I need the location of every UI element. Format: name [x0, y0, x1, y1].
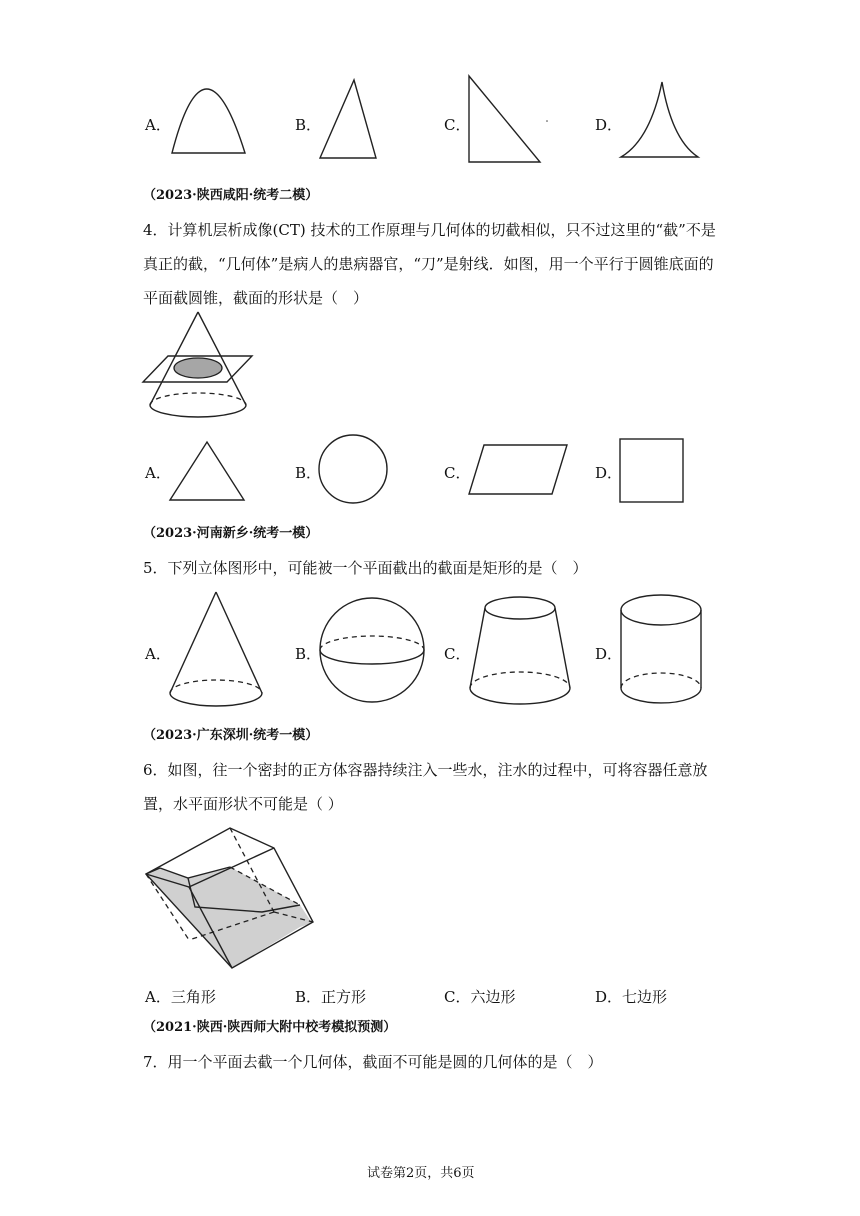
- q5-option-b-label: B．: [295, 645, 322, 663]
- q4-source: （2023·陕西咸阳·统考二模）: [143, 188, 319, 203]
- q6-text-line1: 6．如图，往一个密封的正方体容器持续注入一些水，注水的过程中，可将容器任意放: [143, 761, 708, 779]
- q7-source: （2021·陕西·陕西师大附中校考模拟预测）: [143, 1020, 397, 1035]
- q4-option-c-label: C．: [444, 464, 471, 482]
- q7-text-line1: 7．用一个平面去截一个几何体，截面不可能是圆的几何体的是（ ）: [143, 1053, 603, 1071]
- q3-option-a-label: A．: [145, 116, 171, 134]
- q5-option-c-label: C．: [444, 645, 471, 663]
- q4-option-a-label: A．: [145, 464, 171, 482]
- q4-option-d-label: D．: [595, 464, 623, 482]
- q5-option-a-label: A．: [145, 645, 171, 663]
- q5-option-d-label: D．: [595, 645, 623, 663]
- page-footer: 试卷第2页，共6页: [367, 1166, 475, 1181]
- q4-text-line1: 4．计算机层析成像(CT) 技术的工作原理与几何体的切截相似，只不过这里的“截”不是: [143, 221, 716, 239]
- q3-option-b-label: B．: [295, 116, 322, 134]
- q6-source: （2023·广东深圳·统考一模）: [143, 728, 319, 743]
- q4-option-b-label: B．: [295, 464, 322, 482]
- q6-option-c: C．六边形: [444, 988, 516, 1006]
- q4-text-line2: 真正的截，“几何体”是病人的患病器官，“刀”是射线．如图，用一个平行于圆锥底面的: [143, 255, 714, 273]
- q3-option-c-label: C．: [444, 116, 471, 134]
- q4-text-line3: 平面截圆锥，截面的形状是（ ）: [143, 289, 369, 307]
- q6-option-d: D．七边形: [595, 988, 668, 1006]
- q5-source: （2023·河南新乡·统考一模）: [143, 526, 319, 541]
- q5-text-line1: 5．下列立体图形中，可能被一个平面截出的截面是矩形的是（ ）: [143, 559, 588, 577]
- q6-option-b: B．正方形: [295, 988, 367, 1006]
- q3-option-d-label: D．: [595, 116, 623, 134]
- q6-option-a: A．三角形: [145, 988, 216, 1006]
- q6-text-line2: 置，水平面形状不可能是（ ）: [143, 795, 343, 813]
